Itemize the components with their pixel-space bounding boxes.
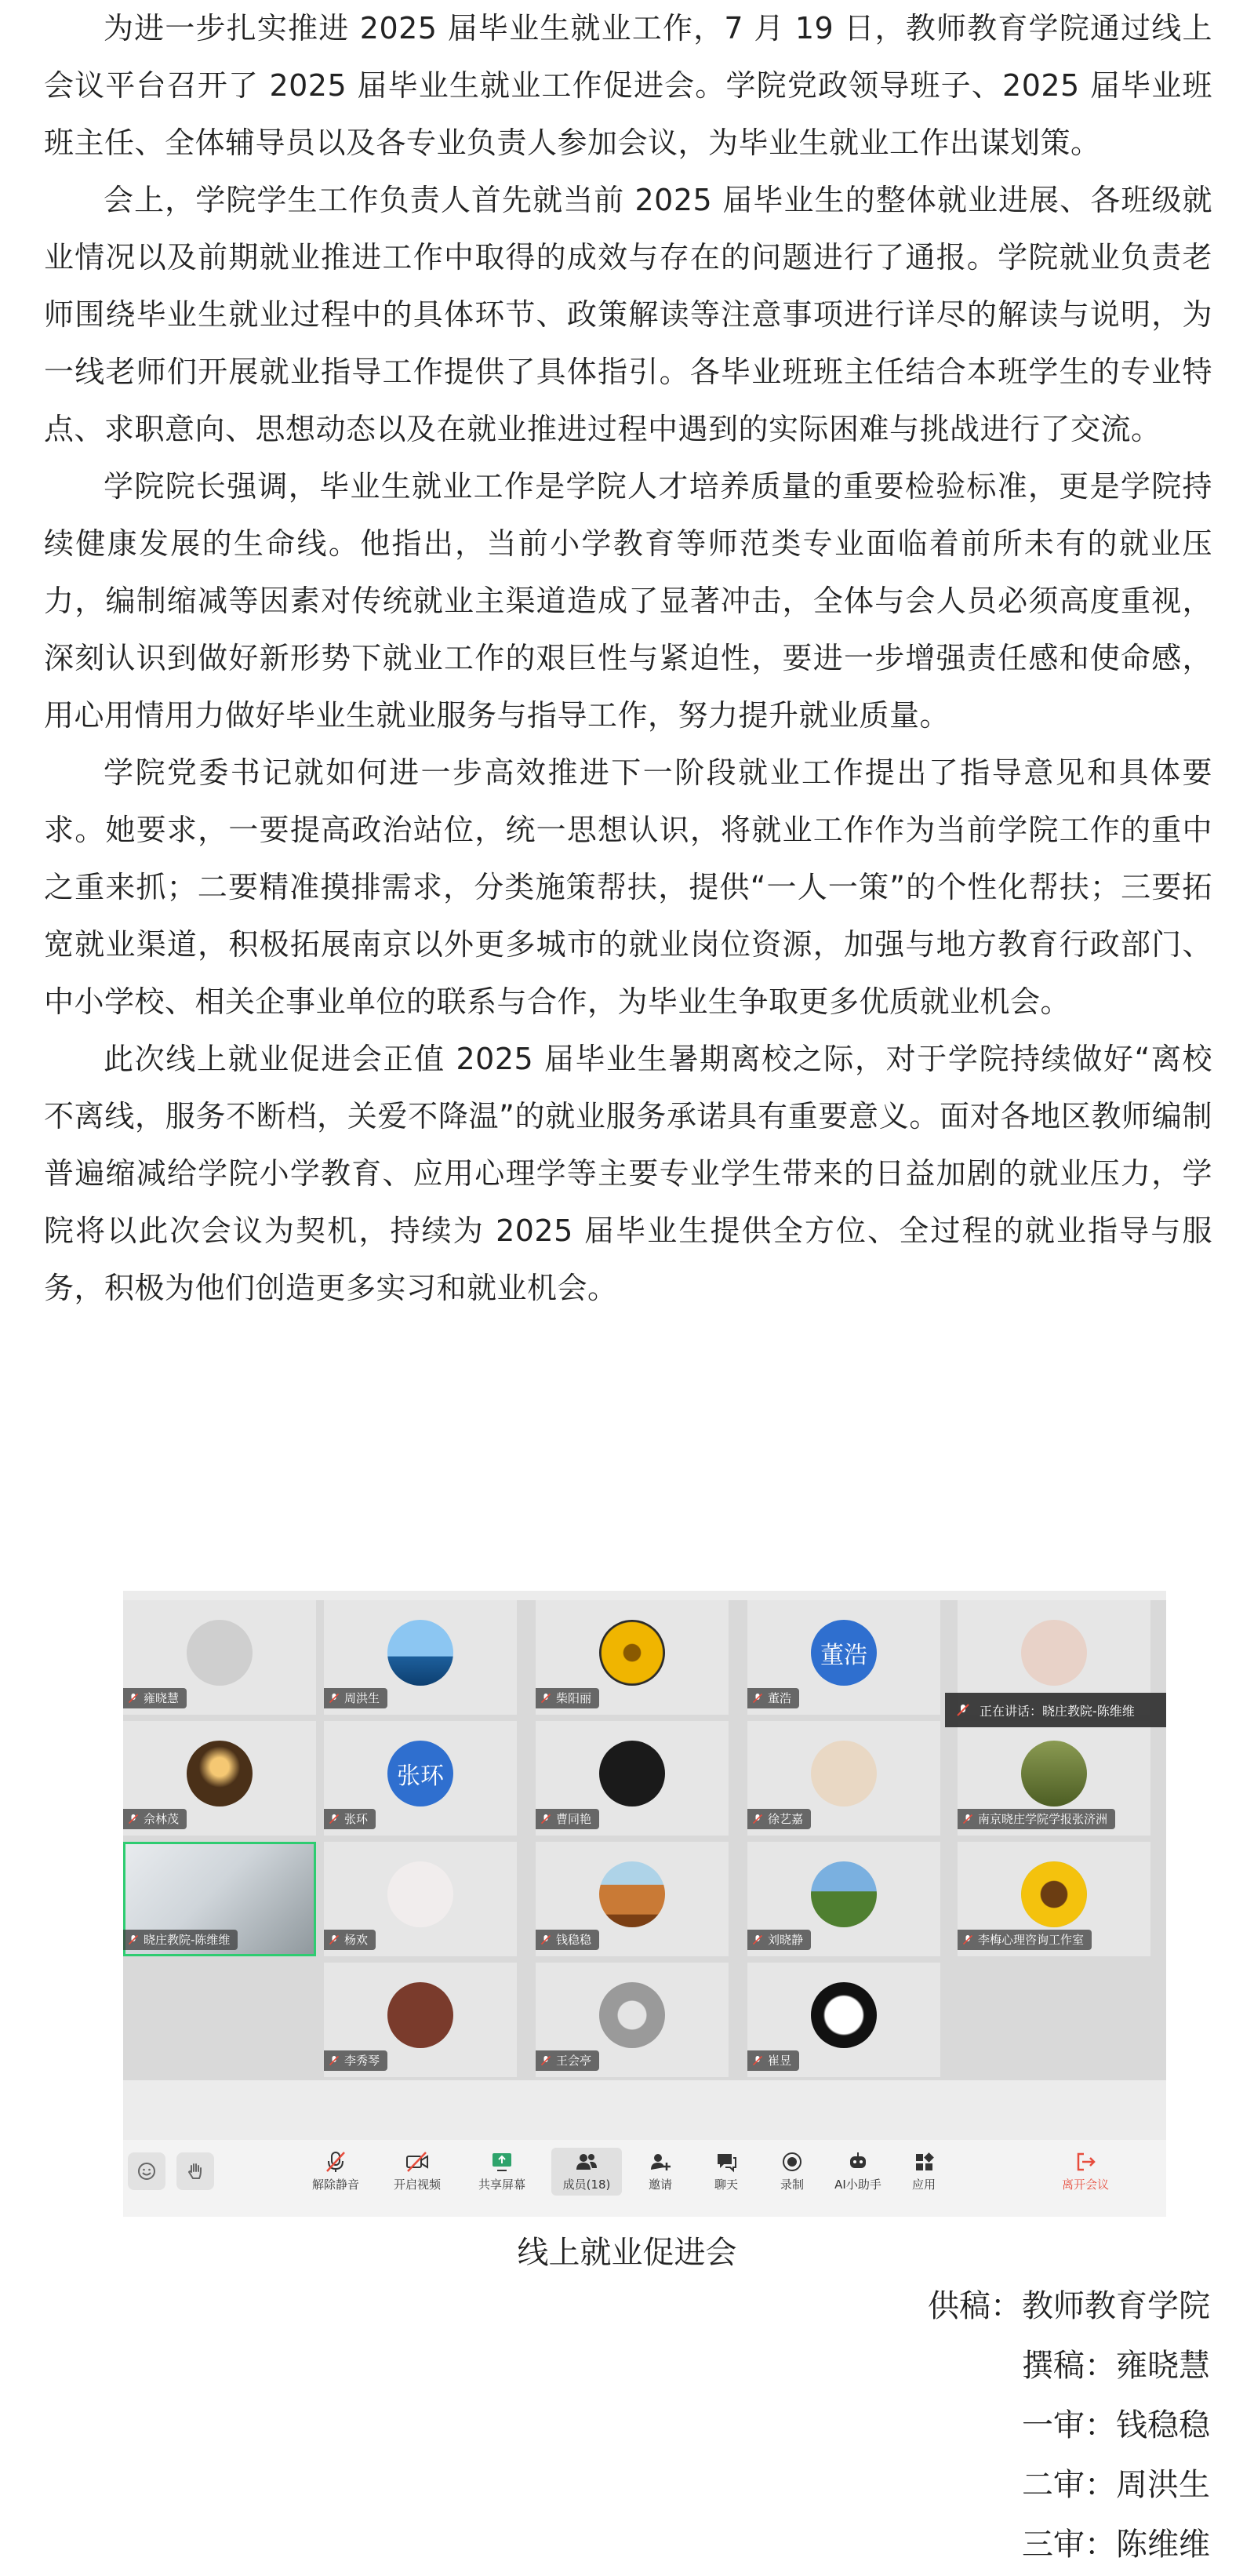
mic-off-icon (329, 1814, 340, 1825)
article-paragraph: 此次线上就业促进会正值 2025 届毕业生暑期离校之际，对于学院持续做好“离校不离线，服务不断档，关爱不降温”的就业服务承诺具有重要意义。面对各地区教师编制普遍缩减给学院小学教育、应用心理学等主要专业学生带来的日益加剧的就业压力，学院将以此次会议为契机，持续为 2025 届毕业生提供全方位、全过程的就业指导与服务，积极为他们创造更多实习和就业机会。 (44, 1042, 1212, 1305)
speaking-banner-text: 正在讲话：晓庄教院-陈维维 (980, 1703, 1135, 1719)
chat-button[interactable] (691, 2148, 761, 2192)
participant-name: 钱稳稳 (556, 1933, 592, 1947)
avatar (387, 1861, 453, 1927)
avatar-initials: 董浩 (820, 1642, 867, 1669)
participant-name: 曹同艳 (556, 1812, 592, 1826)
chat-icon (714, 2150, 738, 2174)
participant-tile[interactable] (324, 1842, 517, 1956)
participant-tile[interactable] (958, 1842, 1150, 1956)
robot-icon (846, 2150, 870, 2174)
participant-name: 南京晓庄学院学报张济洲 (978, 1812, 1108, 1826)
raise-hand-button[interactable] (176, 2152, 214, 2190)
start-video-button[interactable] (382, 2148, 453, 2192)
participant-tile[interactable] (747, 1842, 940, 1956)
participant-name: 徐艺嘉 (768, 1812, 804, 1826)
participant-name: 董浩 (768, 1691, 792, 1705)
avatar (599, 1741, 665, 1806)
participant-name: 李梅心理咨询工作室 (978, 1933, 1085, 1947)
mic-off-icon (540, 1814, 551, 1825)
invite-icon (649, 2150, 672, 2174)
participant-tile[interactable] (123, 1721, 316, 1836)
participant-tile[interactable] (747, 1963, 940, 2077)
record-button[interactable] (757, 2148, 827, 2192)
participant-name-badge (536, 1688, 599, 1708)
hand-icon (185, 2161, 205, 2181)
participant-tile[interactable] (324, 1721, 517, 1836)
members-icon (574, 2150, 599, 2174)
participant-name: 王会亭 (556, 2054, 592, 2068)
participant-name: 李秀琴 (344, 2054, 380, 2068)
mic-off-icon (962, 1934, 973, 1945)
participant-name: 刘晓静 (768, 1933, 804, 1947)
avatar (599, 1861, 665, 1927)
participant-name-badge (958, 1930, 1092, 1950)
avatar (187, 1620, 253, 1686)
start-video-label: 开启视频 (393, 2178, 441, 2192)
participant-tile[interactable] (536, 1842, 729, 1956)
participant-tile[interactable] (536, 1721, 729, 1836)
article-paragraph: 为进一步扎实推进 2025 届毕业生就业工作，7 月 19 日，教师教育学院通过线上会议平台召开了 2025 届毕业生就业工作促进会。学院党政领导班子、2025 届毕业班班主任、全体辅导员以及各专业负责人参加会议，为毕业生就业工作出谋划策。 (44, 11, 1212, 160)
apps-icon (912, 2150, 936, 2174)
exit-icon (1074, 2150, 1097, 2174)
invite-label: 邀请 (648, 2178, 672, 2192)
credit-review-2: 二审：周洪生 (1022, 2467, 1210, 2503)
chat-label: 聊天 (714, 2178, 738, 2192)
participant-tile[interactable] (536, 1600, 729, 1715)
apps-button[interactable] (889, 2148, 959, 2192)
participant-tile[interactable] (324, 1600, 517, 1715)
participant-name: 柴阳丽 (556, 1691, 592, 1705)
avatar (387, 1620, 453, 1686)
article-body (44, 0, 1212, 1317)
record-icon (780, 2150, 804, 2174)
article-paragraph: 学院院长强调，毕业生就业工作是学院人才培养质量的重要检验标准，更是学院持续健康发展的生命线。他指出，当前小学教育等师范类专业面临着前所未有的就业压力，编制缩减等因素对传统就业主渠道造成了显著冲击，全体与会人员必须高度重视，深刻认识到做好新形势下就业工作的艰巨性与紧迫性，要进一步增强责任感和使命感，用心用情用力做好毕业生就业服务与指导工作，努力提升就业质量。 (44, 469, 1212, 733)
participant-name: 张环 (344, 1812, 369, 1826)
emoji-button[interactable] (128, 2152, 165, 2190)
participant-name-badge (747, 1930, 811, 1950)
participant-name-badge (747, 1809, 811, 1829)
avatar (387, 1982, 453, 2048)
credit-review-1: 一审：钱稳稳 (1022, 2407, 1210, 2443)
participant-name: 崔昱 (768, 2054, 792, 2068)
credits (928, 2276, 1210, 2574)
avatar (1021, 1861, 1087, 1927)
apps-label: 应用 (911, 2178, 936, 2192)
leave-meeting-label: 离开会议 (1061, 2178, 1109, 2192)
avatar (811, 1982, 877, 2048)
smile-icon (136, 2161, 157, 2181)
article-paragraph: 学院党委书记就如何进一步高效推进下一阶段就业工作提出了指导意见和具体要求。她要求，一要提高政治站位，统一思想认识，将就业工作作为当前学院工作的重中之重来抓；二要精准摸排需求，分类施策帮扶，提供“一人一策”的个性化帮扶；三要拓宽就业渠道，积极拓展南京以外更多城市的就业岗位资源，加强与地方教育行政部门、中小学校、相关企事业单位的联系与合作，为毕业生争取更多优质就业机会。 (44, 755, 1212, 1019)
participant-tile[interactable] (747, 1721, 940, 1836)
participant-tile[interactable] (747, 1600, 940, 1715)
ai-assistant-button[interactable] (823, 2148, 893, 2192)
mic-off-icon (752, 1934, 763, 1945)
avatar (387, 1741, 453, 1806)
members-label: 成员(18) (562, 2178, 611, 2192)
avatar (599, 1982, 665, 2048)
participant-name-badge (123, 1688, 187, 1708)
participant-name-badge (123, 1809, 187, 1829)
participant-grid (123, 1600, 1166, 2080)
participant-name-badge (324, 2050, 387, 2071)
share-screen-icon (490, 2150, 514, 2174)
participant-name: 雍晓慧 (144, 1691, 180, 1705)
mic-off-icon (956, 1703, 970, 1717)
participant-name-badge (536, 2050, 599, 2071)
participant-tile[interactable] (958, 1721, 1150, 1836)
mic-off-icon (329, 2055, 340, 2066)
mic-off-icon (540, 1693, 551, 1704)
share-screen-button[interactable] (467, 2148, 537, 2192)
mic-off-icon (540, 2055, 551, 2066)
meeting-toolbar (123, 2140, 1166, 2217)
participant-name-badge (324, 1688, 387, 1708)
image-caption: 线上就业促进会 (517, 2235, 737, 2271)
avatar (1021, 1741, 1087, 1806)
mic-off-icon (128, 1693, 139, 1704)
avatar (811, 1620, 877, 1686)
participant-name-badge (123, 1930, 238, 1950)
mic-off-icon (128, 1934, 139, 1945)
article-paragraph: 会上，学院学生工作负责人首先就当前 2025 届毕业生的整体就业进展、各班级就业情况以及前期就业推进工作中取得的成效与存在的问题进行了通报。学院就业负责老师围绕毕业生就业过程中的具体环节、政策解读等注意事项进行详尽的解读与说明，为一线老师们开展就业指导工作提供了具体指引。各毕业班班主任结合本班学生的专业特点、求职意向、思想动态以及在就业推进过程中遇到的实际困难与挑战进行了交流。 (44, 183, 1212, 446)
mic-off-icon (329, 1934, 340, 1945)
meeting-screenshot (123, 1591, 1166, 2217)
participant-name: 佘林茂 (144, 1812, 180, 1826)
credit-writer: 撰稿：雍晓慧 (1022, 2348, 1210, 2384)
mic-muted-icon (324, 2150, 347, 2174)
ai-assistant-label: AI小助手 (834, 2178, 881, 2192)
record-label: 录制 (780, 2178, 804, 2192)
members-button[interactable] (551, 2148, 622, 2196)
unmute-button[interactable] (300, 2148, 371, 2192)
mic-off-icon (752, 1814, 763, 1825)
avatar-initials: 张环 (397, 1763, 444, 1790)
participant-name-badge (747, 2050, 799, 2071)
speaking-indicator (945, 1693, 1166, 1727)
participant-tile[interactable] (123, 1842, 316, 1956)
participant-tile[interactable] (536, 1963, 729, 2077)
participant-name: 杨欢 (344, 1933, 369, 1947)
share-screen-label: 共享屏幕 (478, 2178, 525, 2192)
participant-tile[interactable] (324, 1963, 517, 2077)
participant-tile[interactable] (123, 1600, 316, 1715)
participant-name: 晓庄教院-陈维维 (144, 1933, 231, 1947)
participant-name: 周洪生 (344, 1691, 380, 1705)
camera-off-icon (405, 2150, 430, 2174)
mic-off-icon (752, 1693, 763, 1704)
participant-name-badge (958, 1809, 1115, 1829)
mic-off-icon (752, 2055, 763, 2066)
mic-off-icon (540, 1934, 551, 1945)
participant-name-badge (324, 1809, 376, 1829)
participant-name-badge (536, 1930, 599, 1950)
credit-source: 供稿：教师教育学院 (928, 2288, 1210, 2324)
participant-name-badge (536, 1809, 599, 1829)
mic-off-icon (329, 1693, 340, 1704)
avatar (811, 1861, 877, 1927)
avatar (1021, 1620, 1087, 1686)
leave-meeting-button[interactable] (1050, 2148, 1121, 2192)
avatar (811, 1741, 877, 1806)
participant-name-badge (324, 1930, 376, 1950)
participant-name-badge (747, 1688, 799, 1708)
avatar (187, 1741, 253, 1806)
avatar (599, 1620, 665, 1686)
unmute-label: 解除静音 (311, 2178, 359, 2192)
mic-off-icon (962, 1814, 973, 1825)
invite-button[interactable] (625, 2148, 696, 2192)
credit-review-3: 三审：陈维维 (1022, 2527, 1210, 2563)
mic-off-icon (128, 1814, 139, 1825)
